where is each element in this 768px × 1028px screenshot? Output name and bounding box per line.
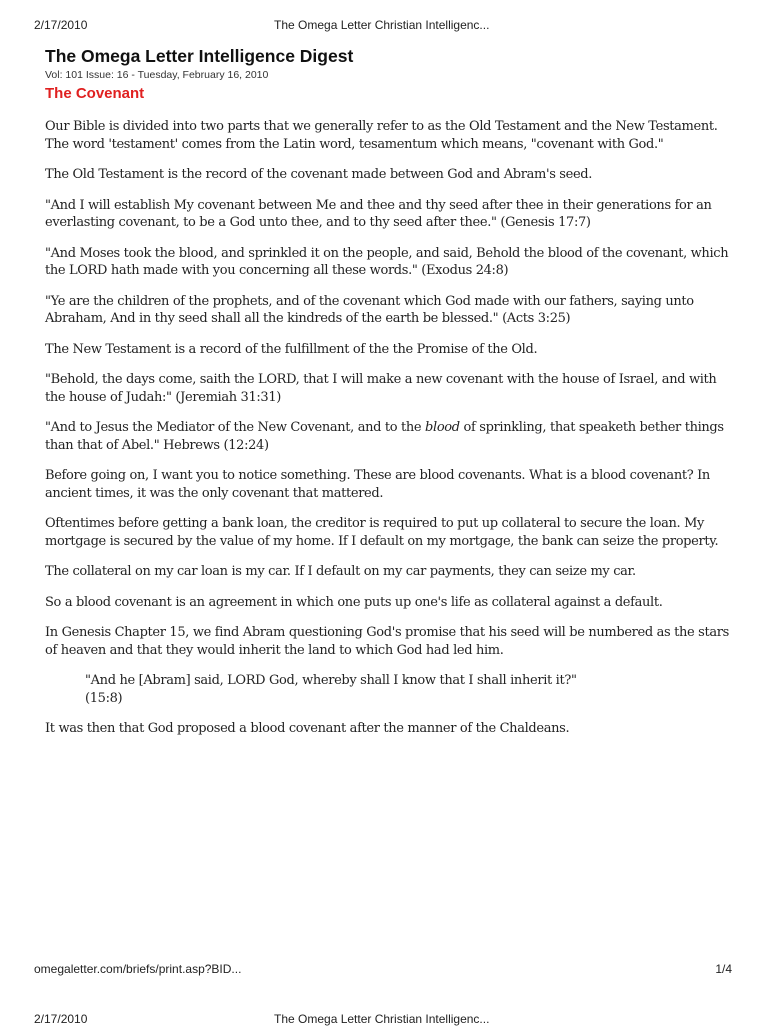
paragraph: The New Testament is a record of the fulfillment of the the Promise of the Old. xyxy=(45,341,538,357)
print-header xyxy=(0,18,768,34)
indented-quote: "And he [Abram] said, LORD God, whereby shall I know that I shall inherit it?" (15:8) xyxy=(85,673,577,706)
print-date: 2/17/2010 xyxy=(34,1012,88,1026)
print-page-title: The Omega Letter Christian Intelligenc... xyxy=(274,18,490,32)
scripture-quote: "And Moses took the blood, and sprinkled it on the people, and said, Behold the blood of the covenant, which the LORD hath made with you concerning all these words." (Exodus 24:8) xyxy=(45,245,729,278)
article-body xyxy=(45,118,735,738)
paragraph: In Genesis Chapter 15, we find Abram questioning God's promise that his seed will be numbered as the stars of heaven and that they would inherit the land to which God had led him. xyxy=(45,625,729,658)
quote-text: "And to Jesus the Mediator of the New Covenant, and to the xyxy=(45,420,426,435)
paragraph: Before going on, I want you to notice something. These are blood covenants. What is a blood covenant? In ancient times, it was the only covenant that mattered. xyxy=(45,468,710,501)
page-url: omegaletter.com/briefs/print.asp?BID... xyxy=(34,962,242,976)
paragraph: So a blood covenant is an agreement in which one puts up one's life as collateral against a default. xyxy=(45,594,663,610)
quote-emphasis: blood xyxy=(425,420,460,435)
next-page-header xyxy=(0,1012,768,1028)
paragraph: The Old Testament is the record of the covenant made between God and Abram's seed. xyxy=(45,167,593,182)
paragraph: It was then that God proposed a blood covenant after the manner of the Chaldeans. xyxy=(45,721,570,736)
print-date: 2/17/2010 xyxy=(34,18,88,32)
scripture-quote: "Behold, the days come, saith the LORD, that I will make a new covenant with the house of Israel, and with the house of Judah:" (Jeremiah 31:31) xyxy=(45,372,717,405)
scripture-quote-hebrews xyxy=(45,419,735,454)
scripture-quote: "Ye are the children of the prophets, and of the covenant which God made with our fathers, saying unto Abraham, And in thy seed shall all the kindreds of the earth be blessed." (Acts 3:25) xyxy=(45,293,694,326)
paragraph: The collateral on my car loan is my car. If I default on my car payments, they can seize my car. xyxy=(45,564,636,579)
issue-line: Vol: 101 Issue: 16 - Tuesday, February 16, 2010 xyxy=(45,69,269,81)
page-number: 1/4 xyxy=(715,962,732,976)
print-footer xyxy=(0,962,768,978)
quote-text: of sprinkling, that speaketh bether things than that of Abel." Hebrews (12:24) xyxy=(45,420,724,453)
scripture-quote: "And I will establish My covenant between Me and thee and thy seed after thee in their generations for an everlasting covenant, to be a God unto thee, and to thy seed after thee." (Genesis 17:7) xyxy=(45,197,712,230)
paragraph: Our Bible is divided into two parts that we generally refer to as the Old Testament and the New Testament. The word 'testament' comes from the Latin word, tesamentum which means, "covenant with God." xyxy=(45,119,718,152)
print-page-title: The Omega Letter Christian Intelligenc... xyxy=(274,1012,490,1026)
digest-title: The Omega Letter Intelligence Digest xyxy=(45,46,354,66)
document-content xyxy=(45,44,735,751)
paragraph: Oftentimes before getting a bank loan, the creditor is required to put up collateral to secure the loan. My mortgage is secured by the value of my home. If I default on my mortgage, the bank can seize the property. xyxy=(45,516,719,549)
article-title: The Covenant xyxy=(45,85,145,102)
